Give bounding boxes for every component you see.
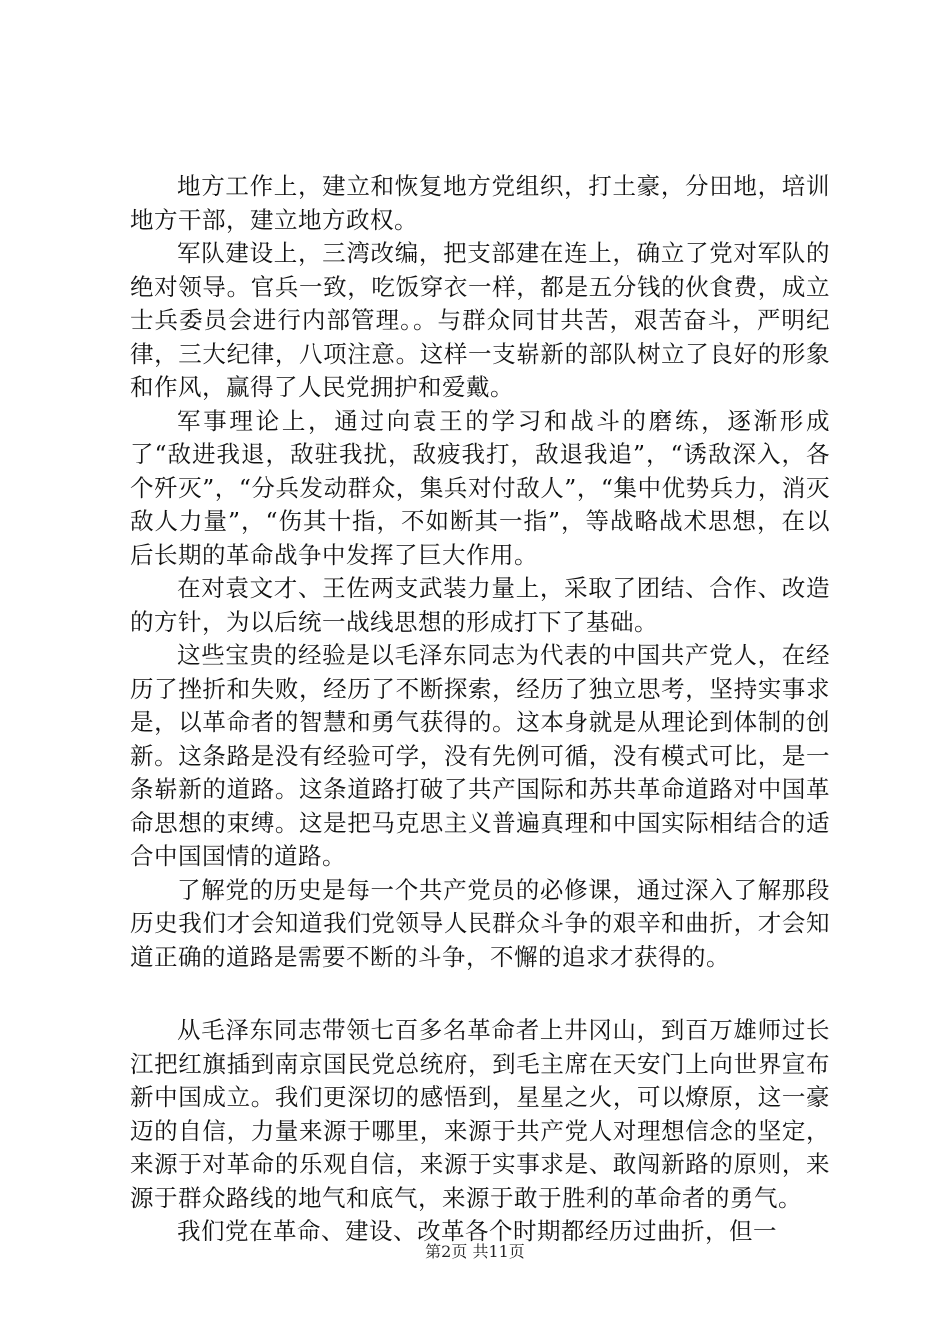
paragraph-party-history: 了解党的历史是每一个共产党员的必修课，通过深入了解那段历史我们才会知道我们党领导人民群众斗争的艰辛和曲折，才会知道正确的道路是需要不断的斗争，不懈的追求才获得的。 — [130, 875, 830, 971]
paragraph-valuable-experience: 这些宝贵的经验是以毛泽东同志为代表的中国共产党人，在经历了挫折和失败，经历了不断探索，经历了独立思考，坚持实事求是，以革命者的智慧和勇气获得的。这本身就是从理论到体制的创新。这条路是没有经验可学，没有先例可循，没有模式可比，是一条崭新的道路。这条道路打破了共产国际和苏共革命道路对中国革命思想的束缚。这是把马克思主义普遍真理和中国实际相结合的适合中国国情的道路。 — [130, 641, 830, 870]
paragraph-jinggangshan: 从毛泽东同志带领七百多名革命者上井冈山，到百万雄师过长江把红旗插到南京国民党总统府，到毛主席在天安门上向世界宣布新中国成立。我们更深切的感悟到，星星之火，可以燎原，这一豪迈的自信，力量来源于哪里，来源于共产党人对理想信念的坚定，来源于对革命的乐观自信，来源于实事求是、敢闯新路的原则，来源于群众路线的地气和底气，来源于敢于胜利的革命者的勇气。 — [130, 1016, 830, 1212]
paragraph-military-theory: 军事理论上，通过向袁王的学习和战斗的磨练，逐渐形成了“敌进我退，敌驻我扰，敌疲我打，敌退我追”，“诱敌深入，各个歼灭”，“分兵发动群众，集兵对付敌人”，“集中优势兵力，消灭敌人力量”，“伤其十指，不如断其一指”，等战略战术思想，在以后长期的革命战争中发挥了巨大作用。 — [130, 406, 830, 569]
page-footer — [0, 1242, 950, 1262]
paragraph-local-work: 地方工作上，建立和恢复地方党组织，打土豪，分田地，培训地方干部，建立地方政权。 — [130, 172, 830, 234]
page-number-indicator: 第2页 共11页 — [425, 1242, 525, 1261]
paragraph-setbacks: 我们党在革命、建设、改革各个时期都经历过曲折，但一 — [177, 1217, 777, 1245]
paragraph-army-building: 军队建设上，三湾改编，把支部建在连上，确立了党对军队的绝对领导。官兵一致，吃饭穿衣一样，都是五分钱的伙食费，成立士兵委员会进行内部管理。。与群众同甘共苦，艰苦奋斗，严明纪律，三大纪律，八项注意。这样一支崭新的部队树立了良好的形象和作风，赢得了人民党拥护和爱戴。 — [130, 239, 830, 401]
body-text — [130, 170, 830, 1249]
section-spacer — [130, 974, 830, 1014]
paragraph-united-front: 在对袁文才、王佐两支武装力量上，采取了团结、合作、改造的方针，为以后统一战线思想的形成打下了基础。 — [130, 574, 830, 636]
